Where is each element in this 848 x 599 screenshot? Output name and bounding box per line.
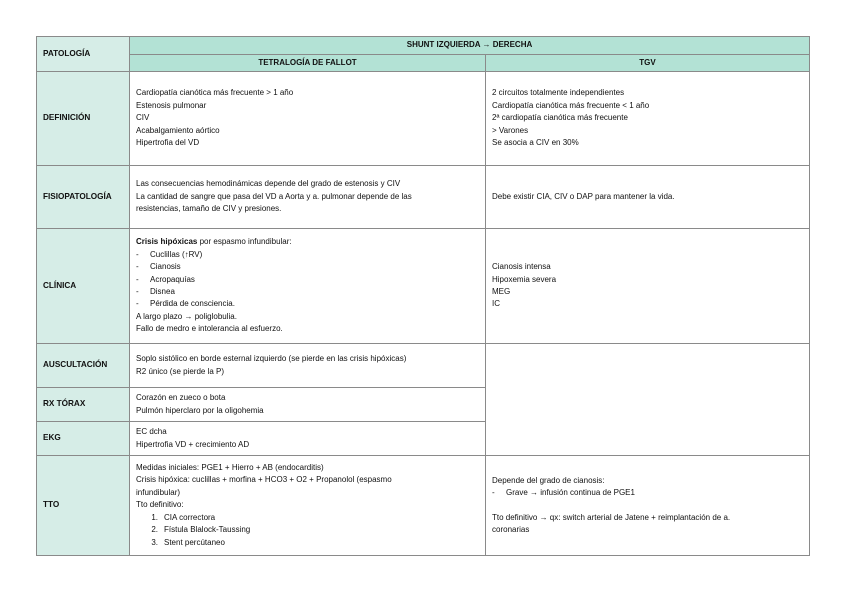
row-label-tto: TTO — [37, 456, 130, 556]
row-label-fisiopatologia: FISIOPATOLOGÍA — [37, 166, 130, 229]
tto-tgv-line: Depende del grado de cianosis: — [492, 475, 605, 485]
item-number: 1. — [151, 512, 158, 522]
clinica-intro — [136, 236, 479, 248]
definicion-fallot-line: Estenosis pulmonar — [136, 100, 207, 110]
row-label-ekg: EKG — [37, 422, 130, 456]
row-label-clinica: CLÍNICA — [37, 229, 130, 344]
header-tgv: TGV — [486, 55, 810, 72]
definicion-fallot-line: Acabalgamiento aórtico — [136, 125, 220, 135]
clinica-tgv — [486, 229, 810, 344]
tto-tgv-bullet-text: Grave → infusión continua de PGE1 — [506, 488, 635, 498]
clinica-item-text: Cianosis — [150, 262, 181, 272]
ekg-fallot — [130, 422, 486, 456]
tgv-empty-cell — [486, 344, 810, 456]
definicion-fallot-line: Hipertrofia del VD — [136, 138, 200, 148]
item-number: 2. — [151, 525, 158, 535]
tto-fallot-line: Tto definitivo: — [136, 500, 184, 510]
fisiopatologia-fallot — [130, 166, 486, 229]
row-clinica — [37, 229, 810, 344]
tto-fallot-line: Crisis hipóxica: cuclillas + morfina + HCO3 + O2 + Propanolol (espasmo — [136, 475, 392, 485]
header-shunt: SHUNT IZQUIERDA → DERECHA — [130, 37, 810, 55]
item-text: CIA correctora — [164, 512, 216, 522]
dash-bullet: - — [136, 274, 139, 284]
clinica-item — [136, 286, 479, 298]
clinica-tgv-line: IC — [492, 299, 500, 309]
definicion-fallot — [130, 72, 486, 166]
header-patologia: PATOLOGÍA — [37, 37, 130, 72]
clinica-item — [136, 249, 479, 261]
rx-line: Corazón en zueco o bota — [136, 393, 226, 403]
clinica-after-line: A largo plazo → poliglobulia. — [136, 311, 237, 321]
definicion-tgv-line: Se asocia a CIV en 30% — [492, 138, 579, 148]
ekg-line: EC dcha — [136, 427, 167, 437]
definicion-tgv-line: 2ª cardiopatía cianótica más frecuente — [492, 113, 628, 123]
auscultacion-line: R2 único (se pierde la P) — [136, 366, 225, 376]
fisiopatologia-fallot-line: La cantidad de sangre que pasa del VD a Aorta y a. pulmonar depende de las — [136, 191, 412, 201]
definicion-fallot-line: Cardiopatía cianótica más frecuente > 1 año — [136, 88, 294, 98]
row-label-auscultacion: AUSCULTACIÓN — [37, 344, 130, 388]
tto-fallot — [130, 456, 486, 556]
row-auscultacion — [37, 344, 810, 388]
tto-tgv — [486, 456, 810, 556]
definicion-tgv — [486, 72, 810, 166]
clinica-item-text: Disnea — [150, 287, 175, 296]
clinica-tgv-line: MEG — [492, 287, 511, 296]
clinica-bold: Crisis hipóxicas — [136, 237, 198, 247]
tto-fallot-line: Medidas iniciales: PGE1 + Hierro + AB (endocarditis) — [136, 463, 324, 473]
clinica-item — [136, 261, 479, 273]
auscultacion-fallot — [130, 344, 486, 388]
clinica-after-line: Fallo de medro e intolerancia al esfuerzo. — [136, 324, 283, 334]
fisiopatologia-fallot-line: Las consecuencias hemodinámicas depende del grado de estenosis y CIV — [136, 179, 401, 189]
item-text: Fístula Blalock-Taussing — [164, 525, 251, 535]
clinica-tgv-line: Hipoxemia severa — [492, 274, 557, 284]
dash-bullet: - — [492, 488, 495, 498]
row-label-definicion: DEFINICIÓN — [37, 72, 130, 166]
tto-numbered-item — [136, 537, 479, 549]
definicion-tgv-line: 2 circuitos totalmente independientes — [492, 88, 625, 98]
tto-tgv-line: coronarias — [492, 524, 530, 534]
spacer — [492, 500, 803, 512]
clinica-tgv-line: Cianosis intensa — [492, 262, 551, 272]
dash-bullet: - — [136, 262, 139, 272]
tto-numbered-item — [136, 524, 479, 536]
fisiopatologia-tgv: Debe existir CIA, CIV o DAP para mantener la vida. — [486, 166, 810, 229]
clinica-item-text: Cuclillas (↑RV) — [150, 249, 203, 259]
tto-tgv-bullet — [492, 487, 803, 499]
rx-line: Pulmón hiperclaro por la oligohemia — [136, 405, 264, 415]
definicion-tgv-line: > Varones — [492, 125, 529, 135]
clinica-fallot — [130, 229, 486, 344]
row-tto — [37, 456, 810, 556]
tto-tgv-line: Tto definitivo → qx: switch arterial de Jatene + reimplantación de a. — [492, 512, 731, 522]
tto-fallot-line: infundibular) — [136, 487, 181, 497]
row-definicion — [37, 72, 810, 166]
item-text: Stent percútaneo — [164, 537, 225, 547]
pathology-table — [36, 36, 810, 556]
row-label-rx: RX TÓRAX — [37, 388, 130, 422]
row-fisiopatologia — [37, 166, 810, 229]
dash-bullet: - — [136, 299, 139, 309]
fisiopatologia-fallot-line: resistencias, tamaño de CIV y presiones. — [136, 204, 282, 214]
clinica-item-text: Pérdida de consciencia. — [150, 299, 235, 309]
header-fallot: TETRALOGÍA DE FALLOT — [130, 55, 486, 72]
clinica-intro-text: por espasmo infundibular: — [197, 237, 292, 247]
clinica-item — [136, 274, 479, 286]
dash-bullet: - — [136, 249, 139, 259]
dash-bullet: - — [136, 287, 139, 296]
auscultacion-line: Soplo sistólico en borde esternal izquierdo (se pierde en las crisis hipóxicas) — [136, 354, 407, 364]
item-number: 3. — [151, 537, 158, 547]
ekg-line: Hipertrofia VD + crecimiento AD — [136, 439, 250, 449]
definicion-tgv-line: Cardiopatía cianótica más frecuente < 1 año — [492, 100, 650, 110]
rx-fallot — [130, 388, 486, 422]
clinica-item — [136, 298, 479, 310]
definicion-fallot-line: CIV — [136, 113, 150, 123]
clinica-item-text: Acropaquías — [150, 274, 195, 284]
tto-numbered-item — [136, 512, 479, 524]
